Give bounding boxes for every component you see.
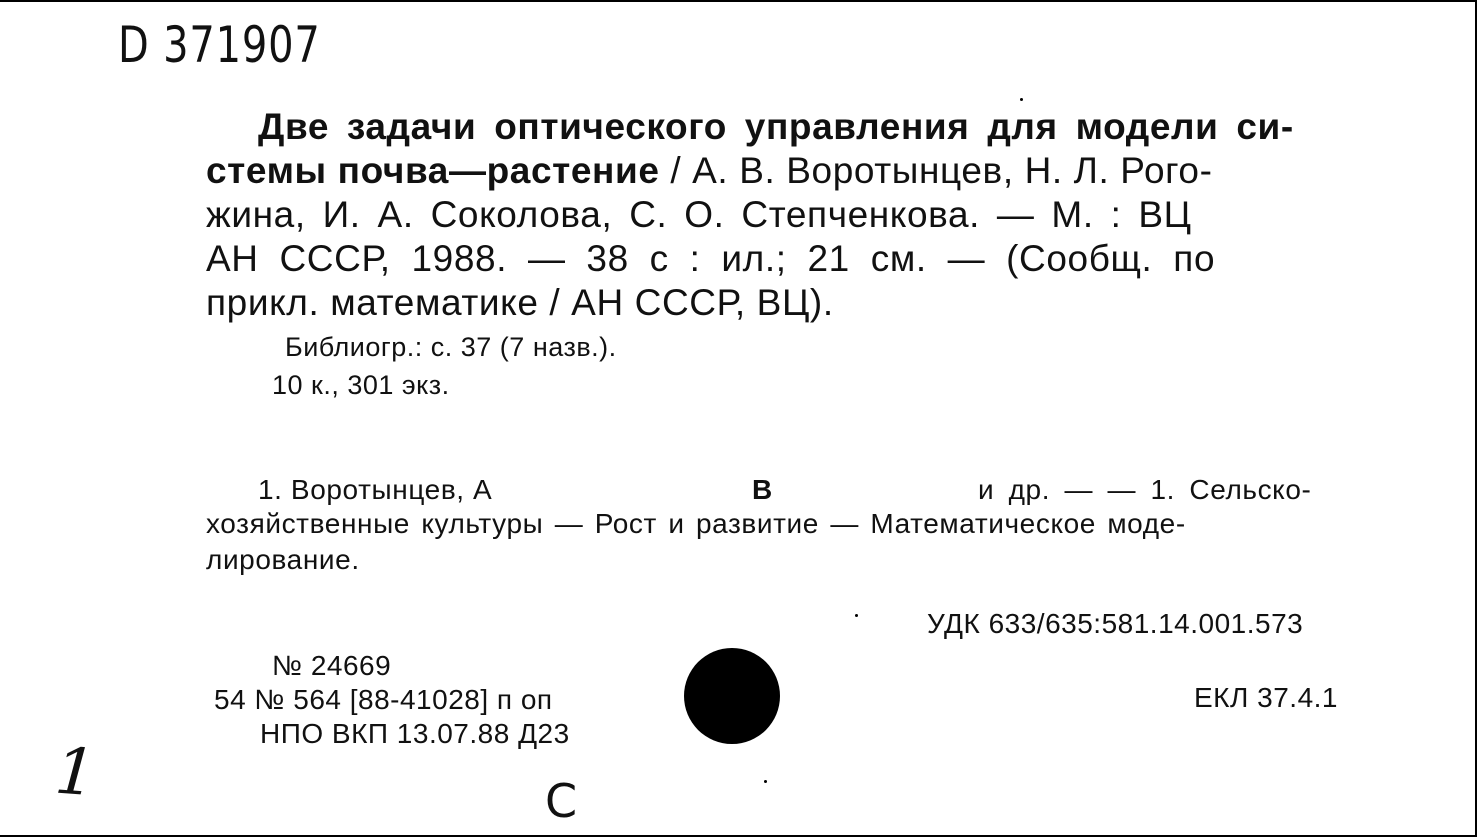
handwritten-mark: 1 [52, 734, 99, 812]
title-line-2-authors: / А. В. Воротынцев, Н. Л. Рого- [659, 150, 1213, 191]
title-line-2-bold: стемы почва—растение [206, 150, 660, 191]
registration-number: № 24669 [272, 650, 392, 681]
bibliography-note: Библиогр.: с. 37 (7 назв.). [285, 332, 617, 362]
subject-line-2: хозяйственные культуры — Рост и развитие — Математическое моде- [206, 508, 1186, 539]
bottom-letter: С [545, 774, 578, 828]
subject-line-1-initial: В [752, 474, 773, 505]
ink-speck [855, 614, 858, 617]
title-line-3: жина, И. А. Соколова, С. О. Степченкова. — М. : ВЦ [206, 194, 1192, 235]
title-line-2 [206, 150, 1213, 192]
call-number: D 371907 [118, 16, 321, 74]
subject-line-3: лирование. [206, 544, 360, 575]
order-number: 54 № 564 [88-41028] п оп [214, 684, 553, 715]
ink-speck [764, 780, 767, 783]
punch-hole [684, 648, 780, 744]
subject-line-1-rest: и др. — — 1. Сельско- [978, 474, 1312, 505]
subject-line-1-author: 1. Воротынцев, А [258, 474, 493, 505]
printer-imprint: НПО ВКП 13.07.88 Д23 [260, 718, 570, 749]
title-line-1: Две задачи оптического управления для модели си- [258, 106, 1294, 147]
ink-speck [1020, 98, 1023, 101]
price-and-print-run: 10 к., 301 экз. [272, 370, 450, 400]
ekl-code: ЕКЛ 37.4.1 [1194, 682, 1338, 713]
title-line-5: прикл. математике / АН СССР, ВЦ). [206, 282, 834, 323]
udk-code: УДК 633/635:581.14.001.573 [927, 608, 1304, 639]
title-line-4: АН СССР, 1988. — 38 с : ил.; 21 см. — (Сообщ. по [206, 238, 1216, 279]
